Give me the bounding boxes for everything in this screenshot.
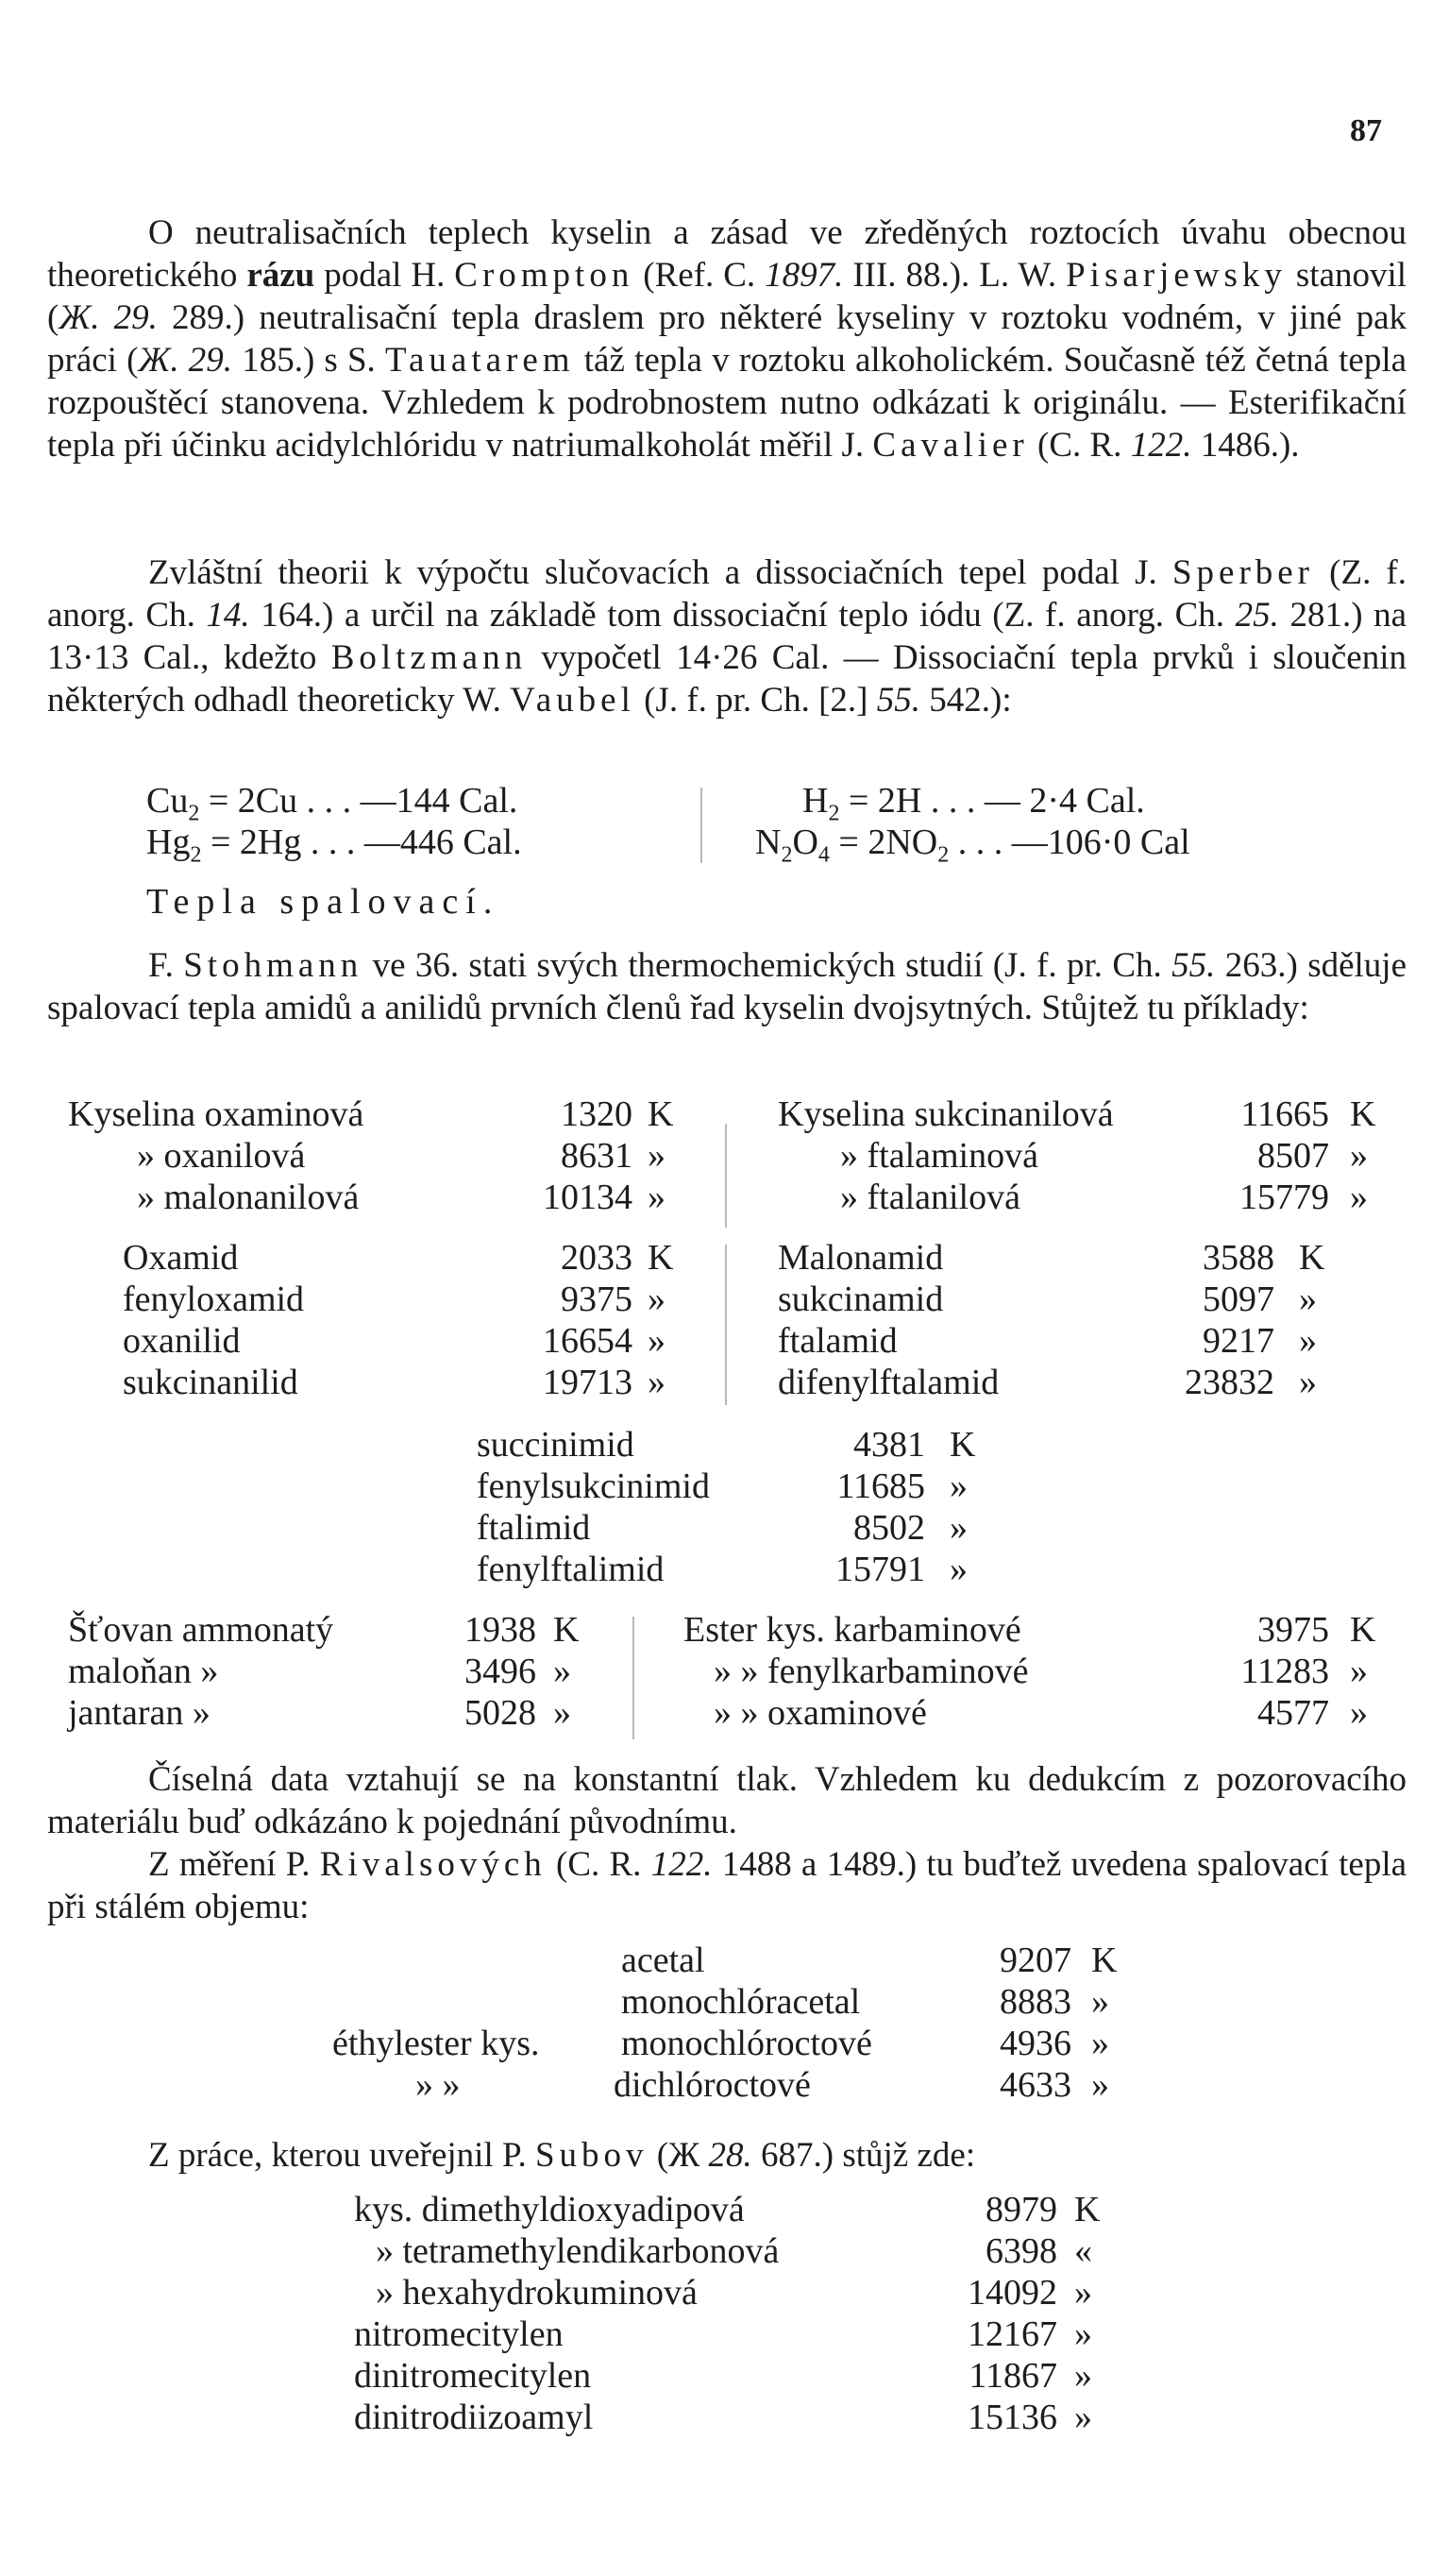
cell-value: 3975 [1257, 1610, 1329, 1650]
cell-name: Malonamid [778, 1238, 944, 1278]
cell-value: 4633 [1000, 2065, 1071, 2105]
cell-unit: » [648, 1280, 666, 1319]
cell-unit: K [553, 1610, 580, 1650]
cell-name: dinitrodiizoamyl [354, 2398, 594, 2437]
cell-unit: » [1091, 2065, 1109, 2105]
cell-unit: » [1299, 1363, 1317, 1402]
cell-unit: » [1299, 1321, 1317, 1361]
cell-value: 4381 [853, 1425, 925, 1465]
cell-value: 5028 [464, 1693, 536, 1733]
cell-unit: » [1074, 2356, 1092, 2396]
cell-unit: » [648, 1136, 666, 1176]
paragraph-data-note: Číselná data vztahují se na konstantní tlak. Vzhledem ku dedukcím z pozorovacího materiálu buď odkázáno k pojednání původnímu. [47, 1760, 1407, 1841]
cell-name: ftalamid [778, 1321, 898, 1361]
cell-unit: » [1074, 2398, 1092, 2437]
cell-prefix: » » [415, 2065, 461, 2105]
cell-name: oxanilid [123, 1321, 241, 1361]
cell-value: 5097 [1203, 1280, 1274, 1319]
cell-name: difenylftalamid [778, 1363, 1000, 1402]
cell-unit: K [1299, 1238, 1325, 1278]
paragraph-subov: Z práce, kterou uveřejnil P. Subov (Ж 28. 687.) stůjž zde: [148, 2136, 976, 2175]
table-row [0, 1651, 1449, 1692]
cell-unit: » [1350, 1136, 1368, 1176]
paragraph-dissociation: Zvláštní theorii k výpočtu slučovacích a dissociačních tepel podal J. Sperber (Z. f. anorg. Ch. 14. 164.) a určil na základě tom dissociační teplo iódu (Z. f. anorg. Ch. 25. 281.) na 13·13 Cal., kdežto Boltzmann vypočetl 14·26 Cal. — Dissociační tepla prvků i sloučenin některých odhadl theoreticky W. Vaubel (J. f. pr. Ch. [2.] 55. 542.): [47, 553, 1407, 720]
cell-value: 8502 [853, 1508, 925, 1548]
cell-value: 11685 [836, 1466, 925, 1506]
table-row [0, 2313, 1449, 2355]
cell-name: dinitromecitylen [354, 2356, 592, 2396]
cell-name: Oxamid [123, 1238, 239, 1278]
cell-unit: » [1299, 1280, 1317, 1319]
column-divider [725, 1245, 727, 1405]
cell-name: » ftalaminová [840, 1136, 1038, 1176]
cell-value: 9375 [561, 1280, 632, 1319]
cell-value: 23832 [1185, 1363, 1274, 1402]
equation-h: $H_2 = 2H$ . . . — 2·4 Cal. [802, 781, 1145, 826]
cell-unit: » [1074, 2273, 1092, 2313]
cell-unit: » [1350, 1178, 1368, 1217]
cell-name: » malonanilová [137, 1178, 360, 1217]
cell-name: fenylsukcinimid [477, 1466, 710, 1506]
cell-unit: K [1350, 1610, 1376, 1650]
cell-unit: » [648, 1363, 666, 1402]
cell-name: acetal [621, 1940, 705, 1980]
cell-unit: » [1350, 1652, 1368, 1691]
table-row [0, 1692, 1449, 1734]
cell-unit: » [1091, 1982, 1109, 2022]
cell-unit: K [648, 1238, 674, 1278]
cell-value: 12167 [968, 2314, 1057, 2354]
equation-hg: $Hg_2 = 2Hg$ . . . —446 Cal. [146, 822, 522, 868]
equation-n: $N_2O_4 = 2NO_2$ . . . —106·0 Cal [755, 822, 1190, 868]
cell-value: 15791 [835, 1550, 925, 1589]
cell-value: 9217 [1203, 1321, 1274, 1361]
cell-value: 6398 [986, 2231, 1057, 2271]
cell-unit: » [1091, 2024, 1109, 2063]
section-heading: Tepla spalovací. [146, 882, 500, 922]
table-row [0, 2189, 1449, 2230]
cell-name: » tetramethylendikarbonová [376, 2231, 780, 2271]
cell-value: 9207 [1000, 1940, 1071, 1980]
cell-value: 16654 [543, 1321, 632, 1361]
cell-value: 19713 [543, 1363, 632, 1402]
cell-value: 1320 [561, 1094, 632, 1134]
cell-unit: K [1091, 1940, 1118, 1980]
cell-value: 8883 [1000, 1982, 1071, 2022]
table-row [0, 1609, 1449, 1651]
cell-unit: » [1074, 2314, 1092, 2354]
column-divider [632, 1617, 634, 1739]
cell-name: Kyselina oxaminová [68, 1094, 364, 1134]
cell-unit: » [648, 1178, 666, 1217]
cell-name: » ftalanilová [840, 1178, 1020, 1217]
cell-unit: » [950, 1466, 968, 1506]
cell-name: Kyselina sukcinanilová [778, 1094, 1114, 1134]
cell-name: dichlóroctové [614, 2065, 811, 2105]
cell-unit: K [648, 1094, 674, 1134]
table-row [0, 1507, 1449, 1549]
cell-value: 15136 [968, 2398, 1057, 2437]
cell-name: » » oxaminové [714, 1693, 927, 1733]
table-row [0, 1466, 1449, 1507]
cell-value: 8631 [561, 1136, 632, 1176]
cell-name: nitromecitylen [354, 2314, 564, 2354]
cell-value: 3588 [1203, 1238, 1274, 1278]
table-row [0, 1549, 1449, 1590]
table-row [0, 2023, 1449, 2064]
cell-value: 14092 [968, 2273, 1057, 2313]
cell-value: 11665 [1240, 1094, 1329, 1134]
cell-value: 15779 [1239, 1178, 1329, 1217]
table-row [0, 1981, 1449, 2023]
cell-name: sukcinanilid [123, 1363, 298, 1402]
table-row [0, 2230, 1449, 2272]
cell-unit: « [1074, 2231, 1092, 2271]
cell-name: sukcinamid [778, 1280, 944, 1319]
paragraph-neutralisation: O neutralisačních teplech kyselin a zásad ve zředěných roztocích úvahu obecnou theoretického rázu podal H. Crompton (Ref. C. 1897. III. 88.). L. W. Pisarjewsky stanovil (Ж. 29. 289.) neutralisační tepla draslem pro některé kyseliny v roztoku vodném, v jiné pak práci (Ж. 29. 185.) s S. Tauatarem táž tepla v roztoku alkoholickém. Současně též četná tepla rozpouštěcí stanovena. Vzhledem k podrobnostem nutno odkázati k originálu. — Esterifikační tepla při účinku acidylchlóridu v natriumalkoholát měřil J. Cavalier (C. R. 122. 1486.). [47, 213, 1407, 465]
cell-name: jantaran » [68, 1693, 211, 1733]
paragraph-stohmann: F. Stohmann ve 36. stati svých thermochemických studií (J. f. pr. Ch. 55. 263.) sděluje spalovací tepla amidů a anilidů prvních členů řad kyselin dvojsytných. Stůjtež tu příklady: [47, 946, 1407, 1027]
cell-value: 11867 [969, 2356, 1057, 2396]
paragraph-rivals: Z měření P. Rivalsových (C. R. 122. 1488 a 1489.) tu buďtež uvedena spalovací tepla při stálém objemu: [47, 1845, 1407, 1926]
cell-value: 8507 [1257, 1136, 1329, 1176]
cell-unit: » [648, 1321, 666, 1361]
cell-value: 8979 [986, 2190, 1057, 2229]
cell-name: Ester kys. karbaminové [683, 1610, 1021, 1650]
table-row [0, 2355, 1449, 2397]
page-number: 87 [1350, 113, 1382, 148]
cell-name: fenylftalimid [477, 1550, 665, 1589]
cell-name: monochlóracetal [621, 1982, 861, 2022]
cell-unit: » [950, 1550, 968, 1589]
table-row [0, 1424, 1449, 1466]
cell-name: » hexahydrokuminová [376, 2273, 698, 2313]
cell-unit: K [1350, 1094, 1376, 1134]
cell-name: kys. dimethyldioxyadipová [354, 2190, 745, 2229]
column-divider [725, 1124, 727, 1228]
cell-value: 3496 [464, 1652, 536, 1691]
cell-name: » » fenylkarbaminové [714, 1652, 1029, 1691]
cell-value: 1938 [464, 1610, 536, 1650]
cell-unit: K [1074, 2190, 1101, 2229]
cell-name: » oxanilová [137, 1136, 306, 1176]
cell-unit: » [950, 1508, 968, 1548]
table-row [0, 2272, 1449, 2313]
cell-name: monochlóroctové [621, 2024, 872, 2063]
cell-unit: » [1350, 1693, 1368, 1733]
table-row [0, 1940, 1449, 1981]
column-divider [700, 788, 702, 863]
cell-name: ftalimid [477, 1508, 591, 1548]
cell-value: 10134 [543, 1178, 632, 1217]
table-row [0, 2064, 1449, 2106]
cell-name: Šťovan ammonatý [68, 1610, 334, 1650]
cell-value: 4936 [1000, 2024, 1071, 2063]
cell-name: maloňan » [68, 1652, 219, 1691]
cell-unit: K [950, 1425, 976, 1465]
cell-unit: » [553, 1652, 571, 1691]
cell-value: 11283 [1240, 1652, 1329, 1691]
cell-value: 4577 [1257, 1693, 1329, 1733]
cell-unit: » [553, 1693, 571, 1733]
equation-cu: $Cu_2 = 2Cu$ . . . —144 Cal. [146, 781, 518, 826]
cell-value: 2033 [561, 1238, 632, 1278]
cell-name: succinimid [477, 1425, 634, 1465]
table-row [0, 2397, 1449, 2438]
cell-prefix: éthylester kys. [332, 2024, 540, 2063]
cell-name: fenyloxamid [123, 1280, 305, 1319]
